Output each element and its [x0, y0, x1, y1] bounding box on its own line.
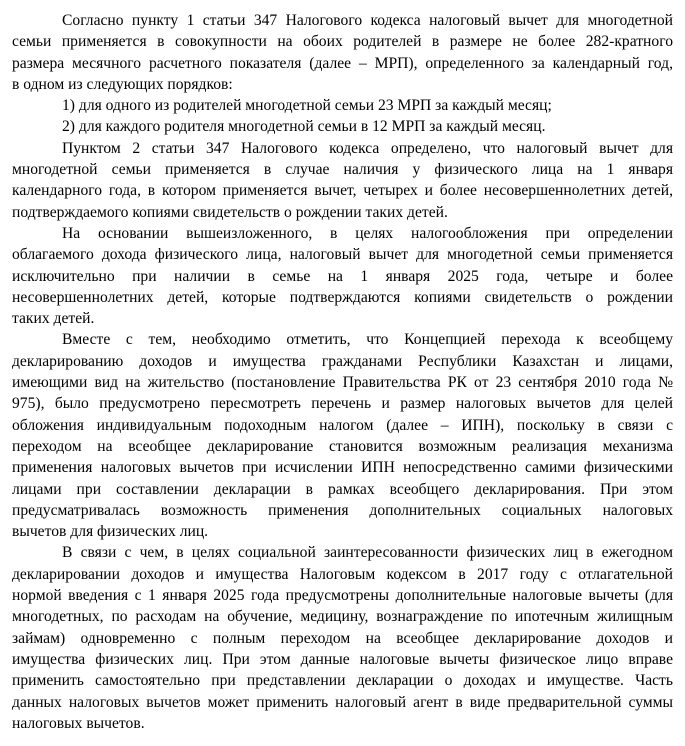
document-body: [12, 10, 673, 734]
text-line: вычетов для физических лиц.: [12, 523, 209, 541]
text-line: имеющими вид на жительство (постановление Правительства РК от 23 сентября 2010 года №: [12, 374, 673, 392]
text-line: применить самостоятельно при представлении декларации о доходах и имуществе. Часть: [12, 672, 673, 690]
paragraph: [12, 116, 673, 137]
text-line: данных налоговых вычетов может применить налоговый агент в виде предварительной суммы: [12, 693, 673, 711]
text-line: 2) для каждого родителя многодетной семьи в 12 МРП за каждый месяц.: [62, 118, 546, 136]
text-line: На основании вышеизложенного, в целях налогообложения при определении: [62, 224, 673, 242]
text-line: размера месячного расчетного показателя (далее – МРП), определенного за календарный год,: [12, 54, 673, 72]
text-line: обложения индивидуальным подоходным налогом (далее – ИПН), поскольку в связи с: [12, 416, 673, 434]
paragraph: [12, 542, 673, 734]
text-line: Пунктом 2 статьи 347 Налогового кодекса определено, что налоговый вычет для: [62, 139, 673, 157]
text-line: декларировании доходов и имущества Налоговым кодексом в 2017 году с отлагательной: [12, 565, 673, 583]
text-line: применения налоговых вычетов при исчислении ИПН непосредственно самими физическими: [12, 459, 673, 477]
paragraph: [12, 10, 673, 95]
text-line: лицами при составлении декларации в рамках всеобщего декларирования. При этом: [12, 480, 673, 498]
text-line: 975), было предусмотрено пересмотреть перечень и размер налоговых вычетов для целей: [12, 395, 673, 413]
text-line: календарного года, в котором применяется вычет, четырех и более несовершеннолетних детей,: [12, 182, 673, 200]
text-line: займам) одновременно с полным переходом на всеобщее декларирование доходов и: [12, 629, 673, 647]
text-line: таких детей.: [12, 310, 95, 328]
text-line: семьи применяется в совокупности на обоих родителей в размере не более 282-кратного: [12, 33, 673, 51]
text-line: подтверждаемого копиями свидетельств о рождении таких детей.: [12, 203, 448, 221]
paragraph: [12, 223, 673, 329]
text-line: переходом на всеобщее декларирование становится возможным реализация механизма: [12, 437, 673, 455]
text-line: декларированию доходов и имущества гражданами Республики Казахстан и лицами,: [12, 352, 673, 370]
text-line: нормой введения с 1 января 2025 года предусмотрены дополнительные налоговые вычеты (для: [12, 587, 673, 605]
text-line: налоговых вычетов.: [12, 714, 145, 732]
text-line: многодетной семьи применяется в случае наличия у физического лица на 1 января: [12, 161, 673, 179]
text-line: Вместе с тем, необходимо отметить, что Концепцией перехода к всеобщему: [62, 331, 673, 349]
text-line: облагаемого дохода физического лица, налоговый вычет для многодетной семьи применяется: [12, 246, 673, 264]
text-line: Согласно пункту 1 статьи 347 Налогового кодекса налоговый вычет для многодетной: [62, 12, 673, 29]
text-line: 1) для одного из родителей многодетной семьи 23 МРП за каждый месяц;: [62, 97, 552, 115]
text-line: исключительно при наличии в семье на 1 января 2025 года, четыре и более: [12, 267, 673, 285]
text-line: в одном из следующих порядков:: [12, 75, 233, 93]
text-line: несовершеннолетних детей, которые подтверждаются копиями свидетельств о рождении: [12, 288, 673, 306]
text-line: многодетных, по расходам на обучение, медицину, вознаграждение по ипотечным жилищным: [12, 608, 673, 626]
paragraph: [12, 95, 673, 116]
paragraph: [12, 138, 673, 223]
text-line: предусматривалась возможность применения дополнительных социальных налоговых: [12, 501, 673, 519]
text-line: В связи с чем, в целях социальной заинтересованности физических лиц в ежегодном: [62, 544, 673, 562]
text-line: имущества физических лиц. При этом данные налоговые вычеты физическое лицо вправе: [12, 650, 673, 668]
paragraph: [12, 329, 673, 542]
